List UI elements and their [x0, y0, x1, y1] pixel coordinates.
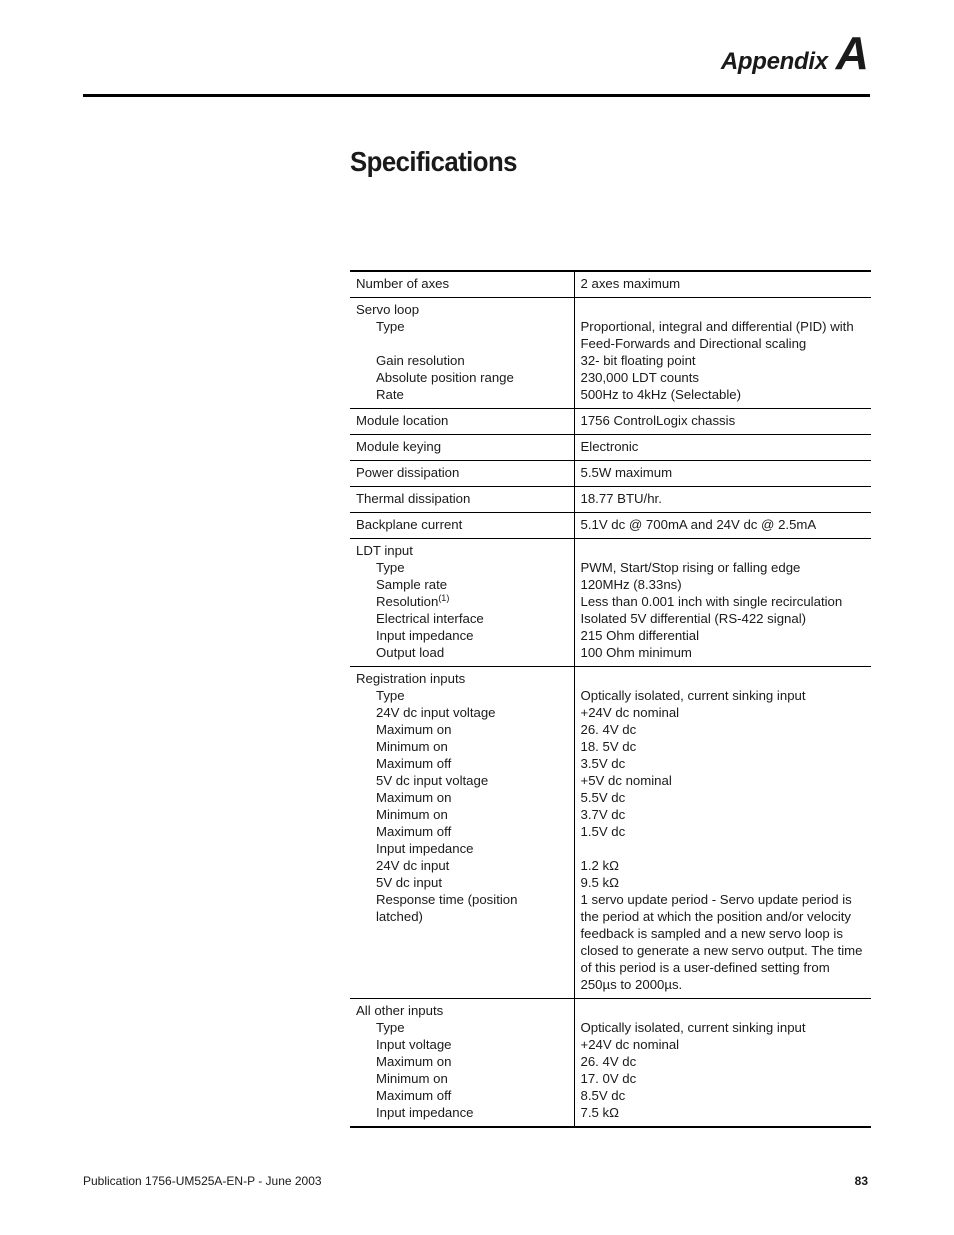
spec-row [350, 667, 871, 999]
spec-name: Thermal dissipation [356, 491, 471, 506]
spec-sub-label-text: Sample rate [376, 577, 448, 592]
spec-sub-label [356, 1053, 568, 1070]
spec-name: Module location [356, 413, 449, 428]
specifications-table [350, 270, 871, 1128]
page-number: 83 [854, 1174, 868, 1188]
spec-name: Servo loop [356, 302, 420, 317]
spec-sub-label-text: Input voltage [376, 1037, 452, 1052]
spec-sub-label [356, 755, 568, 772]
spec-sub-label-text: Electrical interface [376, 611, 484, 626]
spec-sub-value: Optically isolated, current sinking input [580, 1020, 806, 1035]
spec-sub-label-text: 24V dc input voltage [376, 705, 496, 720]
spec-sub-label-text: Maximum off [376, 824, 452, 839]
spec-value-cell [574, 539, 871, 667]
appendix-letter: A [835, 27, 868, 79]
spec-sub-label-text: Type [376, 319, 405, 334]
spec-name: LDT input [356, 543, 413, 558]
spec-sub-value: 26. 4V dc [580, 1054, 637, 1069]
spec-sub-value: +24V dc nominal [580, 705, 680, 720]
spec-name-cell [350, 999, 574, 1128]
spec-sub-value: 1.5V dc [580, 824, 626, 839]
spec-sub-label-text: Minimum on [376, 739, 448, 754]
spec-sub-label [356, 1019, 568, 1036]
spec-value: 5.1V dc @ 700mA and 24V dc @ 2.5mA [580, 517, 817, 532]
spec-sub-label-text: Resolution [376, 594, 439, 609]
spec-name-cell [350, 667, 574, 999]
spec-sub-label [356, 1070, 568, 1087]
spec-sub-value: 32- bit floating point [580, 353, 696, 368]
spec-sub-value: 17. 0V dc [580, 1071, 637, 1086]
spec-sub-label-text: Absolute position range [376, 370, 514, 385]
spec-name: Power dissipation [356, 465, 460, 480]
spec-sub-value: Optically isolated, current sinking input [580, 688, 806, 703]
spec-sub-label-text: Maximum off [376, 1088, 452, 1103]
spec-sub-label [356, 772, 568, 789]
spec-name: All other inputs [356, 1003, 444, 1018]
spec-sub-value: 3.7V dc [580, 807, 626, 822]
spec-sub-value: Isolated 5V differential (RS-422 signal) [580, 611, 807, 626]
spec-sub-label-text: 5V dc input voltage [376, 773, 489, 788]
spec-value-cell [574, 409, 871, 435]
spec-name: Registration inputs [356, 671, 466, 686]
spec-sub-label-text: Rate [376, 387, 404, 402]
spec-sub-value: +5V dc nominal [580, 773, 672, 788]
spec-row [350, 409, 871, 435]
spec-name: Module keying [356, 439, 442, 454]
spec-value-cell [574, 487, 871, 513]
spec-sub-label [356, 318, 568, 352]
appendix-word: Appendix [720, 48, 828, 75]
spec-name-cell [350, 409, 574, 435]
spec-sub-label [356, 627, 568, 644]
spec-sub-label-text: Input impedance [376, 841, 474, 856]
appendix-heading [720, 27, 868, 79]
spec-sub-value: 18. 5V dc [580, 739, 637, 754]
spec-sub-label [356, 644, 568, 661]
spec-sub-label [356, 369, 568, 386]
spec-value-cell [574, 461, 871, 487]
spec-sub-label-text: Input impedance [376, 628, 474, 643]
spec-sub-label-text: Type [376, 560, 405, 575]
spec-sub-label [356, 386, 568, 403]
spec-sub-label-text: 5V dc input [376, 875, 442, 890]
spec-name: Number of axes [356, 276, 450, 291]
spec-sub-value: 8.5V dc [580, 1088, 626, 1103]
spec-sub-label [356, 352, 568, 369]
spec-sub-label-text: Maximum off [376, 756, 452, 771]
spec-sub-label [356, 806, 568, 823]
spec-sub-label [356, 738, 568, 755]
spec-name-cell [350, 298, 574, 409]
spec-sub-value: 215 Ohm differential [580, 628, 700, 643]
spec-row [350, 513, 871, 539]
spec-sub-value: 500Hz to 4kHz (Selectable) [580, 387, 742, 402]
spec-sub-label-text: Response time (position latched) [376, 892, 518, 924]
spec-row [350, 999, 871, 1128]
spec-sub-label [356, 874, 568, 891]
spec-value: 18.77 BTU/hr. [580, 491, 662, 506]
spec-sub-value: 230,000 LDT counts [580, 370, 700, 385]
spec-sub-label-text: 24V dc input [376, 858, 450, 873]
spec-sub-label [356, 721, 568, 738]
spec-name-cell [350, 487, 574, 513]
spec-sub-label-text: Type [376, 688, 405, 703]
spec-sub-label [356, 891, 568, 993]
spec-sub-value: 100 Ohm minimum [580, 645, 692, 660]
spec-sub-label-text: Output load [376, 645, 445, 660]
spec-sub-value: 1 servo update period - Servo update period is the period at which the position and/or velocity feedback is sampled and a new servo loop is closed to generate a new servo output. The time of this period is a user-defined setting from 250µs to 2000µs. [580, 892, 863, 992]
spec-sub-value: Less than 0.001 inch with single recirculation [580, 594, 843, 609]
spec-sub-value: 120MHz (8.33ns) [580, 577, 682, 592]
spec-sub-value: 7.5 kΩ [580, 1105, 619, 1120]
spec-name-cell [350, 461, 574, 487]
spec-sub-label [356, 559, 568, 576]
spec-sub-value: PWM, Start/Stop rising or falling edge [580, 560, 801, 575]
spec-sub-label [356, 704, 568, 721]
page-title: Specifications [350, 146, 517, 177]
spec-value-cell [574, 513, 871, 539]
spec-name: Backplane current [356, 517, 463, 532]
spec-name-cell [350, 539, 574, 667]
spec-sub-label-text: Maximum on [376, 790, 452, 805]
spec-row [350, 539, 871, 667]
spec-sub-label [356, 687, 568, 704]
spec-sub-label-text: Maximum on [376, 1054, 452, 1069]
spec-row [350, 271, 871, 298]
spec-row [350, 461, 871, 487]
spec-sub-value: 5.5V dc [580, 790, 626, 805]
spec-value-cell [574, 271, 871, 298]
spec-sub-value: 1.2 kΩ [580, 858, 619, 873]
spec-sub-value: 26. 4V dc [580, 722, 637, 737]
spec-sub-label-text: Gain resolution [376, 353, 465, 368]
spec-sub-value [581, 840, 868, 857]
publication-footer: Publication 1756-UM525A-EN-P - June 2003 [83, 1174, 322, 1188]
spec-name-cell [350, 271, 574, 298]
spec-sub-label [356, 1087, 568, 1104]
spec-name-cell [350, 435, 574, 461]
spec-sub-label [356, 610, 568, 627]
spec-sub-label-text: Input impedance [376, 1105, 474, 1120]
spec-row [350, 298, 871, 409]
spec-sub-label [356, 840, 568, 857]
spec-value: 2 axes maximum [580, 276, 681, 291]
spec-sub-value: 3.5V dc [580, 756, 626, 771]
spec-sub-label [356, 823, 568, 840]
spec-value: 1756 ControlLogix chassis [580, 413, 736, 428]
footnote-marker: (1) [438, 593, 450, 603]
header-rule [83, 94, 870, 97]
spec-value: Electronic [580, 439, 639, 454]
spec-sub-value: 9.5 kΩ [580, 875, 619, 890]
spec-sub-label-text: Type [376, 1020, 405, 1035]
spec-value: 5.5W maximum [580, 465, 673, 480]
spec-value-cell [574, 298, 871, 409]
spec-sub-label [356, 789, 568, 806]
spec-sub-label [356, 1036, 568, 1053]
spec-sub-label [356, 1104, 568, 1121]
spec-name-cell [350, 513, 574, 539]
spec-sub-label [356, 593, 568, 610]
spec-sub-value: +24V dc nominal [580, 1037, 680, 1052]
spec-sub-label-text: Minimum on [376, 1071, 448, 1086]
spec-sub-label [356, 576, 568, 593]
spec-row [350, 487, 871, 513]
spec-sub-label-text: Maximum on [376, 722, 452, 737]
spec-value-cell [574, 667, 871, 999]
spec-sub-label [356, 857, 568, 874]
spec-row [350, 435, 871, 461]
spec-sub-value: Proportional, integral and differential (PID) with Feed-Forwards and Directional scaling [580, 319, 854, 351]
spec-value-cell [574, 435, 871, 461]
spec-value-cell [574, 999, 871, 1128]
spec-sub-label-text: Minimum on [376, 807, 448, 822]
